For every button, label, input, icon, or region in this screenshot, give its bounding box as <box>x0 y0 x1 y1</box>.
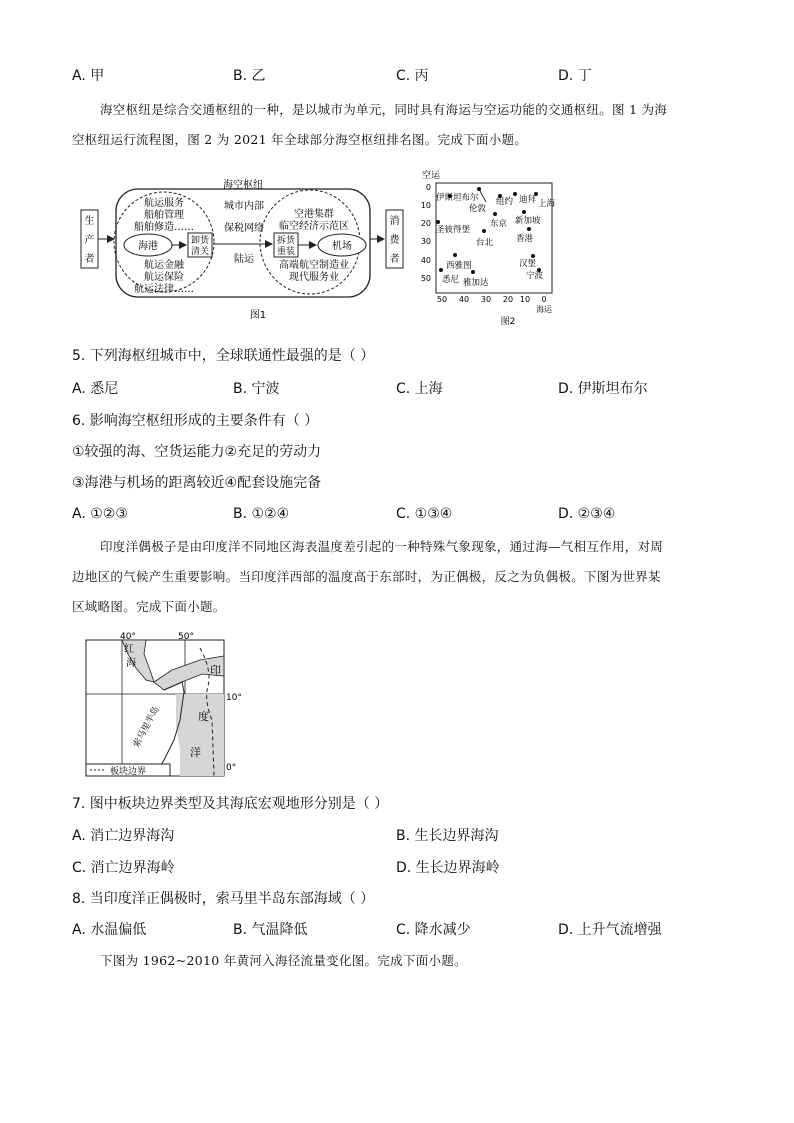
fig1-service-3: 船舶修造…… <box>134 222 194 233</box>
fig1-unload-1: 卸货 <box>190 236 210 246</box>
fig2-label-ningbo: 宁波 <box>526 271 544 281</box>
q4-option-b: B. 乙 <box>233 68 266 84</box>
map-indian-2: 度 <box>198 710 209 723</box>
q8-stem: 8. 当印度洋正偶极时，索马里半岛东部海域（ ） <box>72 891 375 907</box>
fig2-point-singapore <box>522 210 526 214</box>
fig1-air-cluster-1: 空港集群 <box>294 209 334 220</box>
fig1-producer-2: 产 <box>84 235 95 246</box>
fig1-service-6: 航运法律…… <box>134 284 194 295</box>
q5-stem: 5. 下列海枢纽城市中，全球联通性最强的是（ ） <box>72 348 375 364</box>
fig1-producer-3: 者 <box>84 254 95 265</box>
fig2-ylabel: 空运 <box>422 171 441 181</box>
q6-option-b: B. ①②④ <box>233 506 290 522</box>
fig1-service-4: 航运金融 <box>144 260 184 271</box>
fig2-label-tokyo: 东京 <box>490 219 508 229</box>
fig2-xtick-0: 50 <box>436 295 448 304</box>
fig2-label-jakarta: 雅加达 <box>463 278 489 288</box>
q8-option-a: A. 水温偏低 <box>72 922 147 938</box>
q7-option-d: D. 生长边界海岭 <box>396 860 500 876</box>
q4-option-d: D. 丁 <box>558 68 592 84</box>
fig2-ytick-0: 0 <box>425 183 431 192</box>
fig2-xlabel: 海运 <box>536 305 552 314</box>
fig2-label-shanghai: 上海 <box>538 199 556 209</box>
map-red-sea-2: 海 <box>126 658 136 669</box>
map-lat10: 10° <box>226 693 242 703</box>
q5-option-c: C. 上海 <box>396 381 443 397</box>
fig1-producer-1: 生 <box>84 216 95 227</box>
fig1-airport: 机场 <box>332 241 352 252</box>
q7-stem: 7. 图中板块边界类型及其海底宏观地形分别是（ ） <box>72 796 389 812</box>
q7-option-a: A. 消亡边界海沟 <box>72 828 175 844</box>
fig1-air-cluster-2: 临空经济示范区 <box>279 221 349 232</box>
map-legend-label: 板块边界 <box>110 767 147 777</box>
fig2-label-dubai: 迪拜 <box>519 195 537 205</box>
q5-option-a: A. 悉尼 <box>72 381 119 397</box>
fig2-label-sydney: 悉尼 <box>442 275 460 285</box>
fig1-consumer-2: 费 <box>389 235 400 246</box>
fig1-bonded: 保税网络 <box>224 223 264 234</box>
fig2-point-hamburg <box>531 254 535 258</box>
intro1-line1: 海空枢纽是综合交通枢纽的一种，是以城市为单元，同时具有海运与空运功能的交通枢纽。图 1 为海 <box>100 102 668 117</box>
fig2-label-hongkong: 香港 <box>516 234 534 244</box>
fig1-port: 海港 <box>138 241 158 252</box>
fig2-point-hongkong <box>527 227 531 231</box>
fig2-ytick-1: 10 <box>420 201 431 210</box>
fig1-air-industry-2: 现代服务业 <box>289 272 339 283</box>
figure-2-ranking-chart <box>418 166 560 328</box>
fig2-label-stpetersburg: 圣彼得堡 <box>436 225 471 235</box>
map-lat0: 0° <box>226 763 237 773</box>
map-red-sea-1: 红 <box>124 644 134 655</box>
fig2-point-dubai <box>513 192 517 196</box>
fig2-label-seattle: 西雅图 <box>446 261 472 271</box>
fig2-label-singapore: 新加坡 <box>515 216 541 226</box>
fig1-air-industry-1: 高端航空制造业 <box>279 260 349 271</box>
q6-statement-2: ③海港与机场的距离较近④配套设施完备 <box>72 475 322 491</box>
fig1-unload-2: 清关 <box>190 247 210 257</box>
fig1-landtrans: 陆运 <box>234 254 254 265</box>
fig2-xtick-1: 40 <box>458 295 470 304</box>
q4-option-a: A. 甲 <box>72 68 105 84</box>
fig2-label-taipei: 台北 <box>476 238 494 248</box>
q5-option-d: D. 伊斯坦布尔 <box>558 381 648 397</box>
fig2-label-istanbul: 伊斯坦布尔 <box>436 193 479 203</box>
q6-option-d: D. ②③④ <box>558 506 616 522</box>
fig2-ytick-3: 30 <box>420 237 431 246</box>
fig2-label-london: 伦敦 <box>469 204 487 214</box>
q6-option-a: A. ①②③ <box>72 506 128 522</box>
fig1-consumer-1: 消 <box>389 216 400 227</box>
fig1-service-5: 航运保险 <box>144 272 184 283</box>
intro3: 下图为 1962~2010 年黄河入海径流量变化图。完成下面小题。 <box>100 953 467 968</box>
map-indian-1: 印 <box>210 664 221 677</box>
q6-option-c: C. ①③④ <box>396 506 453 522</box>
fig2-xtick-4: 10 <box>519 295 531 304</box>
fig1-title: 海空枢纽 <box>223 180 263 191</box>
fig1-city-inner: 城市内部 <box>224 201 264 212</box>
map-somali-label: 索马里半岛 <box>131 704 162 750</box>
fig1-repack-1: 拆货 <box>276 236 296 246</box>
intro2-line2: 边地区的气候产生重要影响。当印度洋西部的温度高于东部时，为正偶极，反之为负偶极。下图为世界某 <box>72 569 661 584</box>
q8-option-d: D. 上升气流增强 <box>558 922 662 938</box>
fig2-point-tokyo <box>493 212 497 216</box>
map-indian-3: 洋 <box>190 746 201 759</box>
fig2-label-hamburg: 汉堡 <box>519 259 537 269</box>
q8-option-c: C. 降水减少 <box>396 922 471 938</box>
q4-option-c: C. 丙 <box>396 68 429 84</box>
fig2-caption: 图2 <box>500 317 516 327</box>
q6-stem: 6. 影响海空枢纽形成的主要条件有（ ） <box>72 413 319 429</box>
fig2-xtick-5: 0 <box>541 295 547 304</box>
fig2-ytick-4: 40 <box>420 256 431 265</box>
figure-1-flowchart <box>78 172 408 322</box>
fig1-service-1: 航运服务 <box>144 198 184 209</box>
map-lon40: 40° <box>120 632 136 642</box>
map-lon50: 50° <box>178 632 194 642</box>
fig2-xtick-2: 30 <box>480 295 492 304</box>
region-map <box>84 630 254 780</box>
q5-option-b: B. 宁波 <box>233 381 280 397</box>
fig1-service-2: 船舶管理 <box>144 210 184 221</box>
fig2-point-taipei <box>482 229 486 233</box>
fig2-ytick-2: 20 <box>420 219 431 228</box>
fig2-point-sydney <box>439 268 443 272</box>
fig2-xtick-3: 20 <box>502 295 514 304</box>
intro2-line3: 区域略图。完成下面小题。 <box>72 599 226 614</box>
fig2-label-newyork: 组约 <box>496 197 514 207</box>
fig1-repack-2: 重装 <box>276 247 296 257</box>
q7-option-b: B. 生长边界海沟 <box>396 828 499 844</box>
fig2-point-jakarta <box>471 270 475 274</box>
q6-statement-1: ①较强的海、空货运能力②充足的劳动力 <box>72 444 322 460</box>
q8-option-b: B. 气温降低 <box>233 922 308 938</box>
fig2-ytick-5: 50 <box>420 274 431 283</box>
fig1-consumer-3: 者 <box>389 254 400 265</box>
intro2-line1: 印度洋偶极子是由印度洋不同地区海表温度差引起的一种特殊气象现象，通过海—气相互作用，对周 <box>100 539 664 554</box>
q7-option-c: C. 消亡边界海岭 <box>72 860 175 876</box>
fig2-point-stpetersburg <box>436 220 440 224</box>
intro1-line2: 空枢纽运行流程图，图 2 为 2021 年全球部分海空枢纽排名图。完成下面小题。 <box>72 132 528 147</box>
fig2-point-seattle <box>453 253 457 257</box>
fig1-caption: 图1 <box>249 310 267 321</box>
